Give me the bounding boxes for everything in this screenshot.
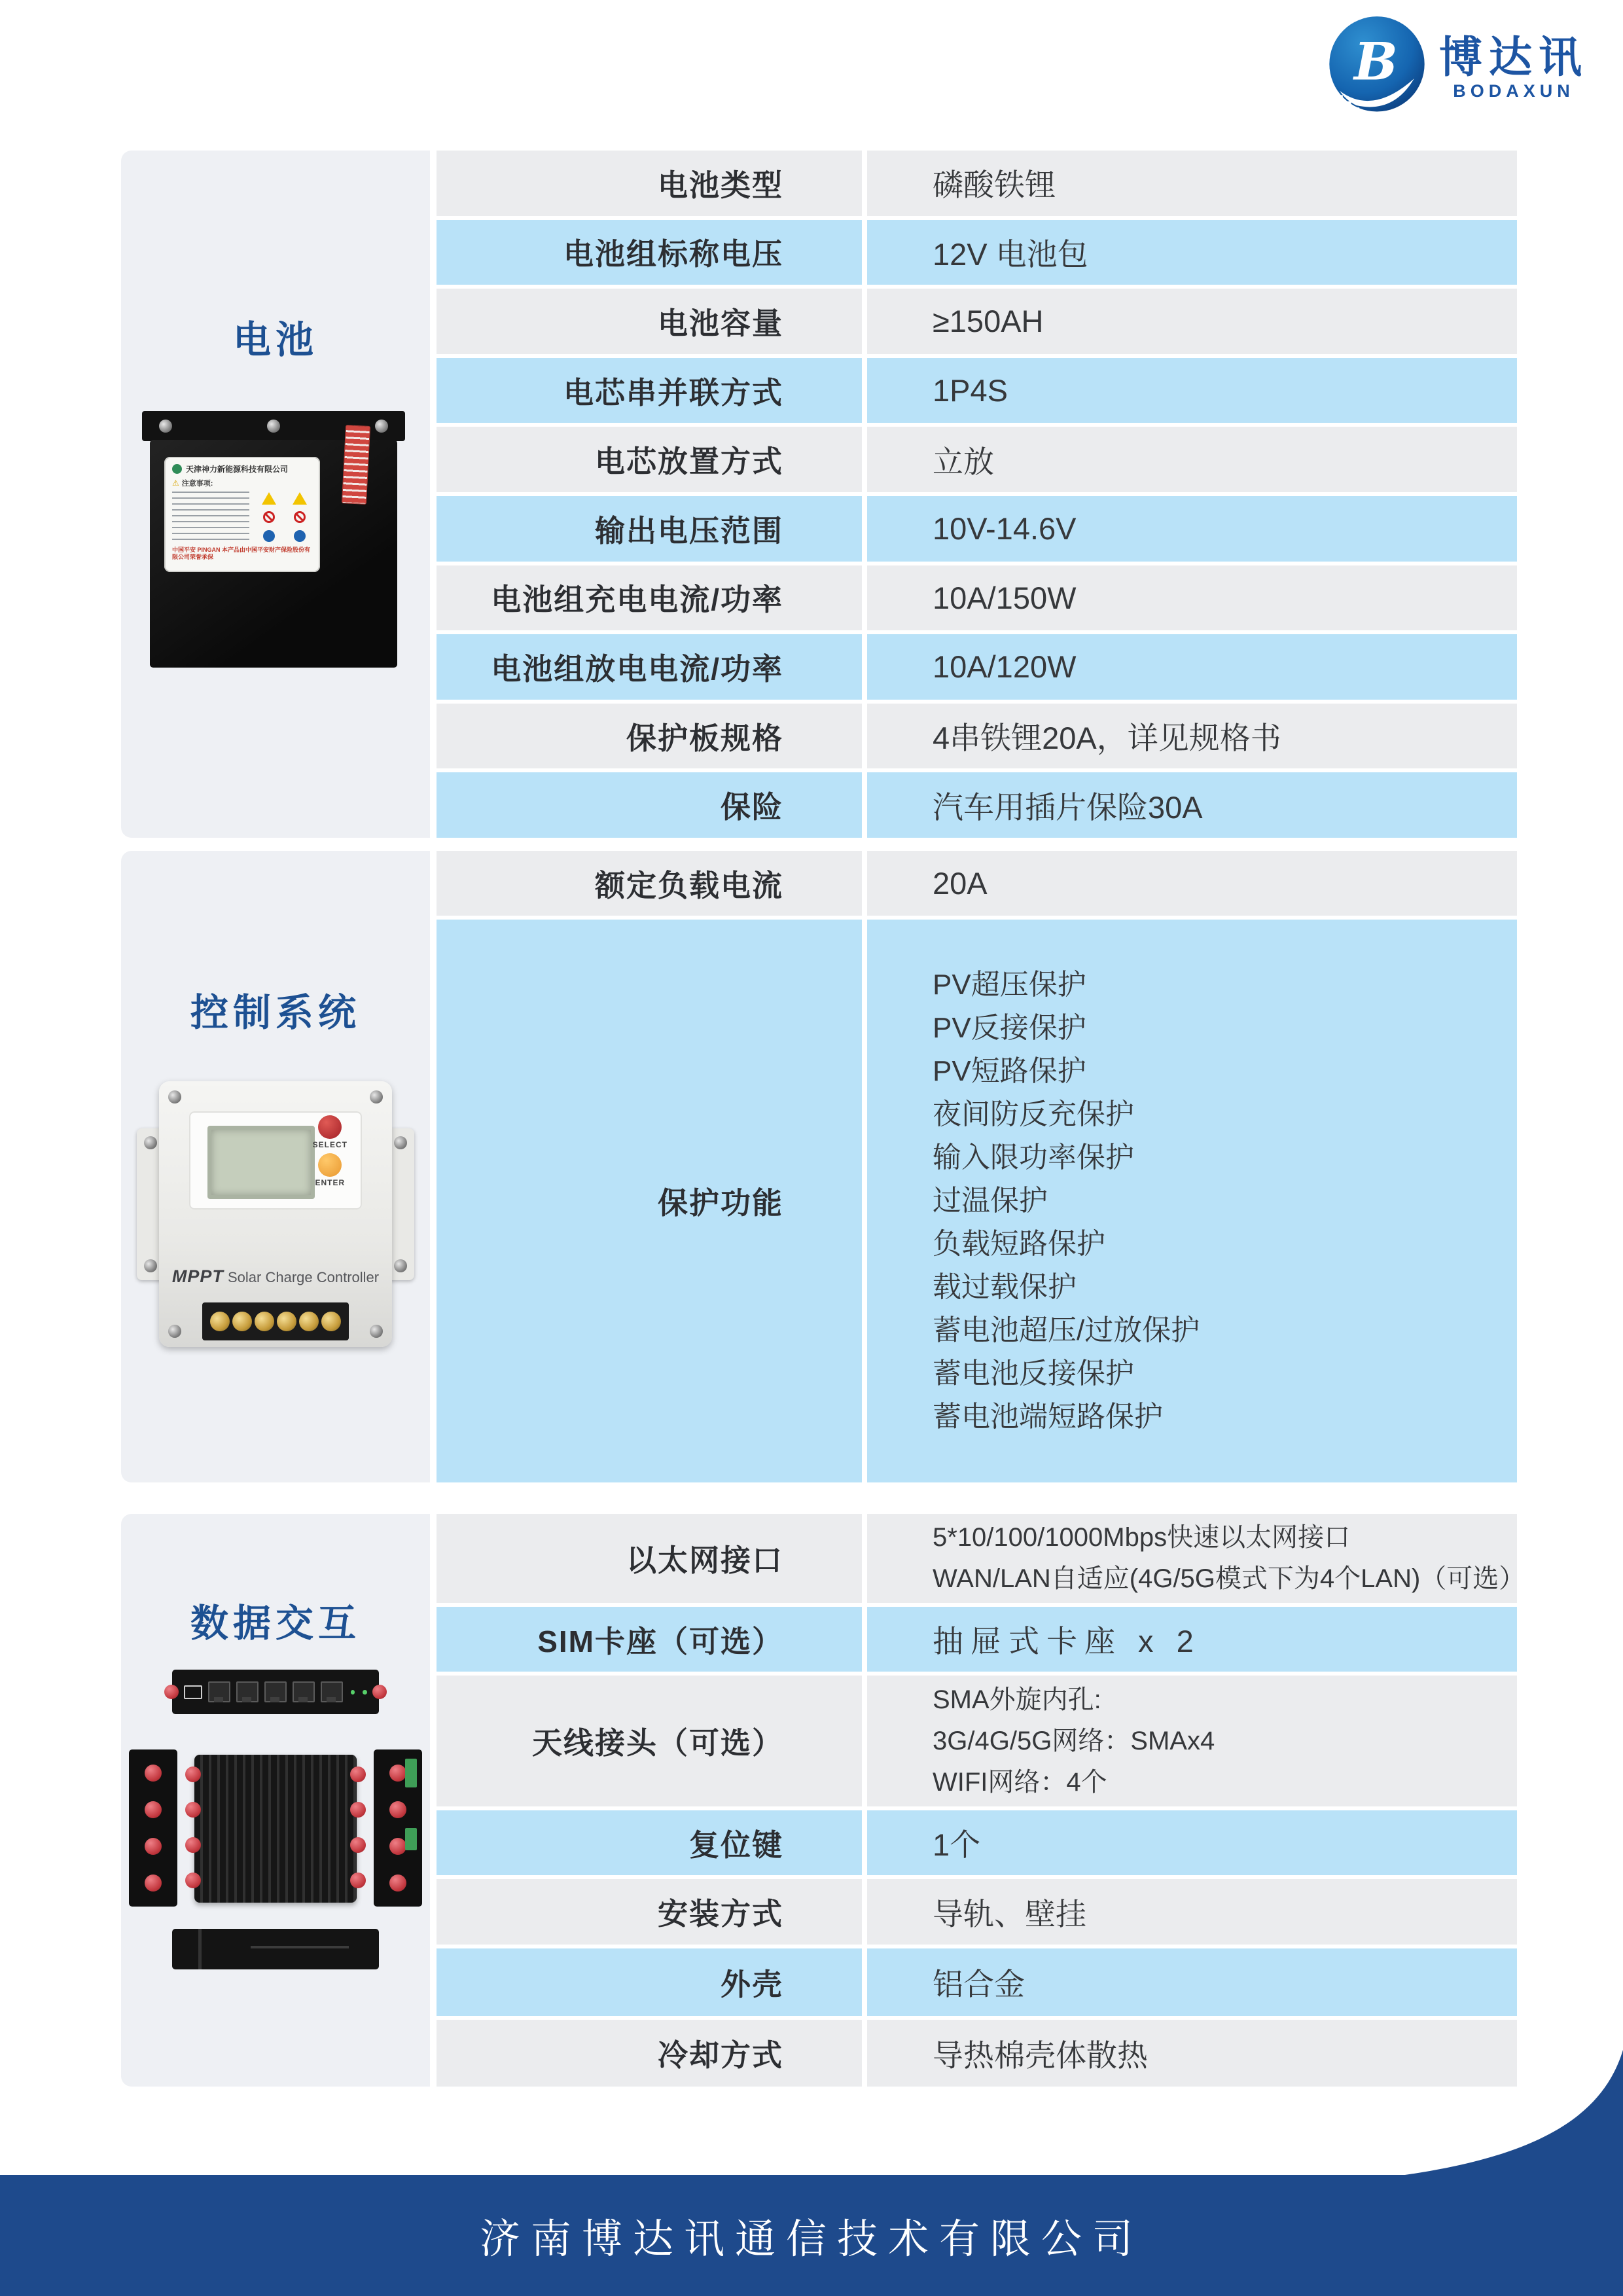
antenna-connector-icon xyxy=(350,1802,366,1818)
spec-value xyxy=(867,1676,1517,1806)
battery-body xyxy=(150,440,397,668)
green-terminal-icon xyxy=(405,1828,417,1850)
footer-curve-decoration xyxy=(1400,2046,1623,2177)
spec-row xyxy=(437,704,1517,769)
spec-value-line: PV短路保护 xyxy=(933,1055,1086,1087)
section-title-data-interaction: 数据交互 xyxy=(190,1602,361,1645)
spec-value: 铝合金 xyxy=(867,1948,1517,2016)
warning-triangle-icon: ⚠ xyxy=(172,478,179,488)
spec-row xyxy=(437,565,1517,631)
screw-icon xyxy=(144,1259,157,1272)
enter-button xyxy=(318,1153,342,1177)
spec-value: 磷酸铁锂 xyxy=(867,151,1517,216)
antenna-connector-icon xyxy=(389,1838,406,1855)
spec-value-line: 夜间防反充保护 xyxy=(933,1098,1134,1130)
battery-product-image xyxy=(142,411,405,668)
spec-value: 抽屉式卡座 x 2 xyxy=(867,1607,1517,1672)
spec-row xyxy=(437,851,1517,916)
red-seal-sticker xyxy=(342,425,370,505)
spec-row xyxy=(437,1948,1517,2016)
antenna-connector-icon xyxy=(350,1873,366,1888)
battery-maker-logo-icon xyxy=(172,464,182,474)
antenna-connector-icon xyxy=(185,1802,201,1818)
antenna-connector-icon xyxy=(389,1765,406,1782)
spec-value-line: PV超压保护 xyxy=(933,969,1086,1001)
antenna-connector-icon xyxy=(372,1685,387,1699)
battery-warning-label xyxy=(164,457,320,572)
spec-label: 外壳 xyxy=(437,1948,862,2016)
router-product-image xyxy=(129,1670,422,2036)
spec-value: 导热棉壳体散热 xyxy=(867,2020,1517,2087)
section-control-system xyxy=(121,851,1517,1482)
spec-label: 以太网接口 xyxy=(437,1514,862,1603)
hazard-icons xyxy=(256,492,312,543)
spec-label: 保险 xyxy=(437,772,862,838)
router-bottom-view xyxy=(172,1929,379,1969)
spec-label: 额定负载电流 xyxy=(437,851,862,916)
antenna-connector-icon xyxy=(164,1685,179,1699)
spec-value xyxy=(867,1514,1525,1603)
mandatory-icon xyxy=(294,530,306,542)
spec-label: 电池组充电电流/功率 xyxy=(437,565,862,631)
spec-row xyxy=(437,289,1517,354)
terminal-screw-icon xyxy=(210,1312,230,1331)
section-battery-side-panel xyxy=(121,151,430,838)
ethernet-port-icon xyxy=(293,1681,315,1702)
spec-label: 保护功能 xyxy=(437,920,862,1482)
spec-label: 电池容量 xyxy=(437,289,862,354)
spec-row xyxy=(437,1676,1517,1806)
router-top-view xyxy=(194,1755,357,1903)
terminal-screw-icon xyxy=(255,1312,274,1331)
select-button-label: SELECT xyxy=(312,1140,348,1149)
spec-value: 4串铁锂20A，详见规格书 xyxy=(867,704,1517,769)
spec-value: 10A/120W xyxy=(867,634,1517,700)
mppt-controller-product-image xyxy=(137,1081,414,1347)
battery-notice-title: 注意事项: xyxy=(181,480,213,488)
spec-row xyxy=(437,496,1517,562)
router-front-view xyxy=(172,1670,379,1714)
select-button xyxy=(318,1115,342,1139)
status-led-icon xyxy=(363,1690,367,1695)
spec-label: 复位键 xyxy=(437,1810,862,1875)
antenna-connector-icon xyxy=(185,1873,201,1888)
spec-label: 电池组放电电流/功率 xyxy=(437,634,862,700)
controller-body xyxy=(159,1081,392,1347)
data-spec-table xyxy=(437,1514,1525,2087)
lcd-screen xyxy=(207,1126,315,1199)
ethernet-port-icon xyxy=(264,1681,287,1702)
screw-icon xyxy=(375,420,388,433)
spec-value: 1P4S xyxy=(867,358,1517,423)
usb-port-icon xyxy=(184,1685,202,1699)
spec-label: 电芯放置方式 xyxy=(437,427,862,492)
screw-icon xyxy=(370,1090,383,1103)
spec-value: 10V-14.6V xyxy=(867,496,1517,562)
spec-value-line: WIFI网络：4个 xyxy=(933,1767,1107,1797)
fine-print-lines xyxy=(172,492,249,543)
antenna-connector-icon xyxy=(389,1874,406,1892)
spec-label: 电池组标称电压 xyxy=(437,220,862,285)
spec-value: 立放 xyxy=(867,427,1517,492)
spec-value: 20A xyxy=(867,851,1517,916)
control-spec-table xyxy=(437,851,1517,1482)
controller-model-text: MPPT Solar Charge Controller xyxy=(171,1266,380,1286)
router-right-side-view xyxy=(374,1749,422,1907)
spec-label: 电池类型 xyxy=(437,151,862,216)
spec-value-line: 3G/4G/5G网络：SMAx4 xyxy=(933,1726,1215,1755)
spec-row xyxy=(437,634,1517,700)
spec-value: 1个 xyxy=(867,1810,1517,1875)
antenna-connector-icon xyxy=(350,1837,366,1853)
screw-icon xyxy=(370,1325,383,1338)
section-battery xyxy=(121,151,1517,838)
spec-row xyxy=(437,2020,1517,2087)
screw-icon xyxy=(394,1136,407,1149)
spec-label: 天线接头（可选） xyxy=(437,1676,862,1806)
spec-value-line: 蓄电池反接保护 xyxy=(933,1357,1134,1390)
spec-label: SIM卡座（可选） xyxy=(437,1607,862,1672)
spec-row xyxy=(437,358,1517,423)
spec-value: 10A/150W xyxy=(867,565,1517,631)
green-terminal-icon xyxy=(405,1759,417,1787)
screw-icon xyxy=(394,1259,407,1272)
warning-triangle-icon xyxy=(293,492,307,505)
terminal-block xyxy=(202,1302,349,1340)
router-left-side-view xyxy=(129,1749,177,1907)
spec-value-line: 过温保护 xyxy=(933,1185,1048,1217)
antenna-connector-icon xyxy=(389,1801,406,1818)
brand-name-chinese: 博达讯 xyxy=(1439,33,1588,81)
ethernet-port-icon xyxy=(208,1681,230,1702)
screw-icon xyxy=(159,420,172,433)
spec-value xyxy=(867,920,1517,1482)
svg-text:B: B xyxy=(1354,31,1398,92)
spec-value: 导轨、壁挂 xyxy=(867,1879,1517,1945)
prohibited-icon xyxy=(263,511,275,523)
brand-logo-icon xyxy=(1325,14,1429,118)
mandatory-icon xyxy=(263,530,275,542)
screw-icon xyxy=(168,1325,181,1338)
section-control-side-panel xyxy=(121,851,430,1482)
spec-label: 输出电压范围 xyxy=(437,496,862,562)
status-led-icon xyxy=(351,1690,355,1695)
spec-row xyxy=(437,1810,1517,1875)
ethernet-port-icon xyxy=(236,1681,259,1702)
screw-icon xyxy=(267,420,280,433)
antenna-connector-icon xyxy=(185,1767,201,1782)
terminal-screw-icon xyxy=(321,1312,341,1331)
spec-row xyxy=(437,772,1517,838)
spec-label: 冷却方式 xyxy=(437,2020,862,2087)
warning-triangle-icon xyxy=(262,492,276,505)
battery-insurance-note: 中国平安 PINGAN 本产品由中国平安财产保险股份有限公司荣誉承保 xyxy=(172,547,311,560)
spec-value-line: 蓄电池端短路保护 xyxy=(933,1401,1163,1433)
footer-bar xyxy=(0,2175,1623,2296)
screw-icon xyxy=(168,1090,181,1103)
controller-front-panel xyxy=(189,1111,362,1210)
antenna-connector-icon xyxy=(145,1801,162,1818)
spec-value: 汽车用插片保险30A xyxy=(867,772,1517,838)
terminal-screw-icon xyxy=(277,1312,296,1331)
spec-value-line: 蓄电池超压/过放保护 xyxy=(933,1314,1200,1346)
spec-value-line: SMA外旋内孔: xyxy=(933,1685,1101,1714)
spec-value-line: WAN/LAN自适应(4G/5G模式下为4个LAN)（可选） xyxy=(933,1564,1525,1593)
antenna-connector-icon xyxy=(185,1837,201,1853)
terminal-screw-icon xyxy=(232,1312,252,1331)
mppt-wordmark: MPPT xyxy=(171,1266,224,1286)
antenna-connector-icon xyxy=(145,1838,162,1855)
battery-spec-table xyxy=(437,151,1517,838)
section-data-interaction xyxy=(121,1514,1525,2087)
brand-wordmark xyxy=(1439,34,1588,102)
spec-row xyxy=(437,920,1517,1482)
spec-label: 电芯串并联方式 xyxy=(437,358,862,423)
spec-label: 保护板规格 xyxy=(437,704,862,769)
spec-value: 12V 电池包 xyxy=(867,220,1517,285)
battery-maker-name: 天津神力新能源科技有限公司 xyxy=(186,465,289,474)
section-title-control-system: 控制系统 xyxy=(190,992,361,1034)
antenna-connector-icon xyxy=(145,1765,162,1782)
spec-row xyxy=(437,1514,1525,1603)
spec-value-line: 负载短路保护 xyxy=(933,1228,1105,1260)
section-data-side-panel xyxy=(121,1514,430,2087)
spec-value: ≥150AH xyxy=(867,289,1517,354)
spec-label: 安装方式 xyxy=(437,1879,862,1945)
spec-row xyxy=(437,1879,1517,1945)
terminal-screw-icon xyxy=(299,1312,319,1331)
spec-row xyxy=(437,151,1517,216)
spec-value-line: 5*10/100/1000Mbps快速以太网接口 xyxy=(933,1523,1351,1552)
spec-value-line: 载过载保护 xyxy=(933,1271,1077,1303)
spec-row xyxy=(437,220,1517,285)
spec-row xyxy=(437,427,1517,492)
prohibited-icon xyxy=(294,511,306,523)
company-name: 济南博达讯通信技术有限公司 xyxy=(479,2217,1143,2262)
enter-button-label: ENTER xyxy=(315,1178,346,1187)
section-title-battery: 电池 xyxy=(232,319,318,361)
spec-value-line: 输入限功率保护 xyxy=(933,1141,1134,1174)
brand-name-english: BODAXUN xyxy=(1453,81,1575,101)
antenna-connector-icon xyxy=(350,1767,366,1782)
spec-row xyxy=(437,1607,1517,1672)
screw-icon xyxy=(144,1136,157,1149)
brand-logo xyxy=(1325,14,1588,118)
spec-value-line: PV反接保护 xyxy=(933,1012,1086,1044)
antenna-connector-icon xyxy=(145,1874,162,1892)
ethernet-port-icon xyxy=(321,1681,343,1702)
